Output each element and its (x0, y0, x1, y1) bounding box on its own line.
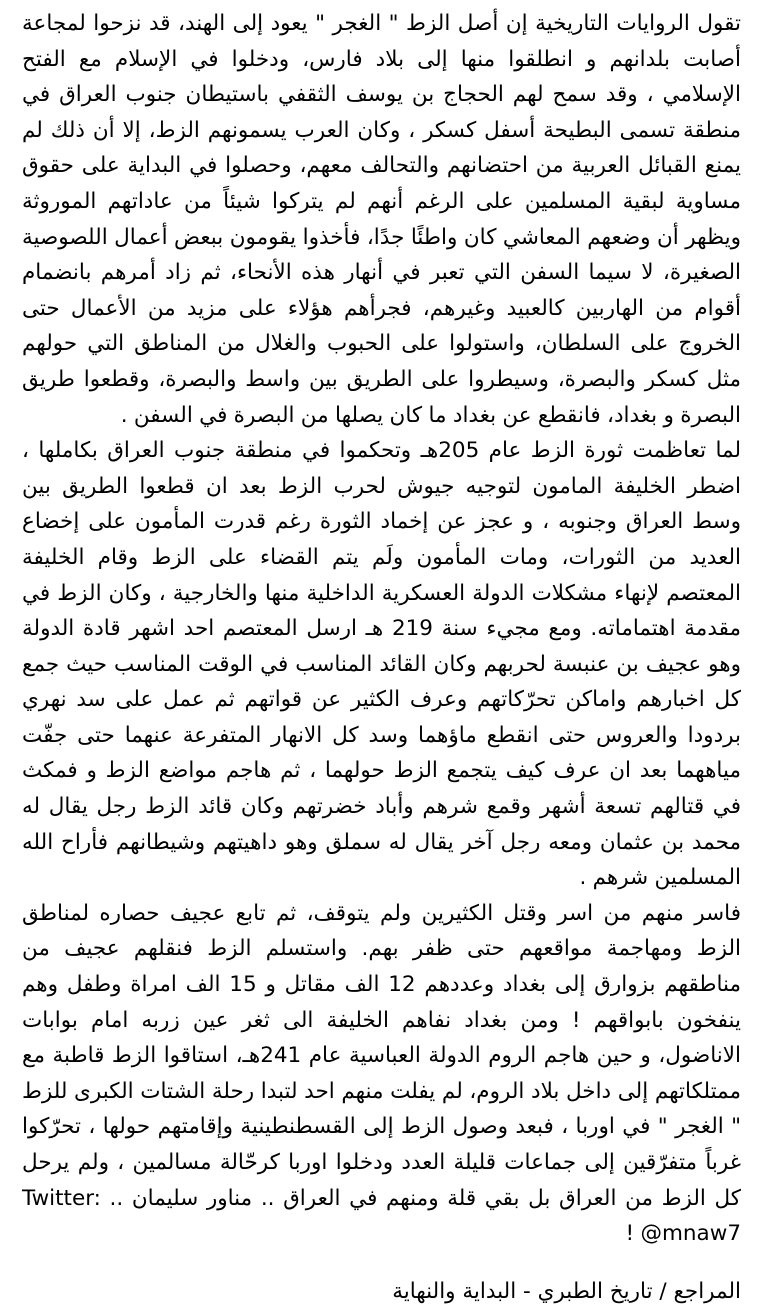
paragraph-origin: تقول الروايات التاريخية إن أصل الزط " الغجر " يعود إلى الهند، قد نزحوا لمجاعة أصابت بلدانهم و انطلقوا منها إلى بلاد فارس، ودخلوا في الإسلام مع الفتح الإسلامي ، وقد سمح لهم الحجاج بن يوسف الثقفي باستيطان جنوب العراق في منطقة تسمى البطيحة أسفل كسكر ، وكان العرب يسمونهم الزط، إلا أن ذلك لم يمنع القبائل العربية من احتضانهم والتحالف معهم، وحصلوا في البداية على حقوق مساوية لبقية المسلمين على الرغم أنهم لم يتركوا شيئاً من عاداتهم الموروثة ويظهر أن وضعهم المعاشي كان واطئًا جدًا، فأخذوا يقومون ببعض أعمال اللصوصية الصغيرة، لا سيما السفن التي تعبر في أنهار هذه الأنحاء، ثم زاد أمرهم بانضمام أقوام من الهاربين كالعبيد وغيرهم، فجرأهم هؤلاء على مزيد من الأعمال حتى الخروج على السلطان، واستولوا على الحبوب والغلال من المناطق التي حولهم مثل كسكر والبصرة، وسيطروا على الطريق بين واسط والبصرة، وقطعوا طريق البصرة و بغداد، فانقطع عن بغداد ما كان يصلها من البصرة في السفن . (22, 11, 741, 428)
paragraph-revolt: لما تعاظمت ثورة الزط عام 205هـ وتحكموا في منطقة جنوب العراق بكاملها ، اضطر الخليفة المامون لتوجيه جيوش لحرب الزط بعد ان قطعوا الطريق بين وسط العراق وجنوبه ، و عجز عن إخماد الثورة رغم قدرت المأمون على إخضاع العديد من الثورات، ومات المأمون ولَم يتم القضاء على الزط وقام الخليفة المعتصم لإنهاء مشكلات الدولة العسكرية الداخلية منها والخارجية ، وكان الزط في مقدمة اهتماماته. ومع مجيء سنة 219 هـ ارسل المعتصم احد اشهر قادة الدولة وهو عجيف بن عنبسة لحربهم وكان القائد المناسب في الوقت المناسب حيث جمع كل اخبارهم واماكن تحرّكاتهم وعرف الكثير عن قواتهم ثم عمل على سد نهري بردودا والعروس حتى انقطع ماؤهما وسد كل الانهار المتفرعة عنهما حتى جفّت مياههما بعد ان عرف كيف يتجمع الزط حولهما ، ثم هاجم مواضع الزط و فمكث في قتالهم تسعة أشهر وقمع شرهم وأباد خضرتهم وكان قائد الزط رجل يقال له محمد بن عثمان ومعه رجل آخر يقال له سملق وهو داهيتهم وشيطانهم فأراح الله المسلمين شرهم . (22, 438, 742, 891)
paragraph-exile: فاسر منهم من اسر وقتل الكثيرين ولم يتوقف، ثم تابع عجيف حصاره لمناطق الزط ومهاجمة مواقعهم حتى ظفر بهم. واستسلم الزط فنقلهم عجيف من مناطقهم بزوارق إلى بغداد وعددهم 12 الف مقاتل و 15 الف امراة وطفل وهم ينفخون بابواقهم ! ومن بغداد نفاهم الخليفة الى ثغر عين زربه امام بوابات الاناضول، و حين هاجم الروم الدولة العباسية عام 241هـ، استاقوا الزط قاطبة مع ممتلكاتهم إلى داخل بلاد الروم، لم يفلت منهم احد لتبدا رحلة الشتات الكبرى للزط " الغجر " في اوربا ، فبعد وصول الزط إلى القسطنطينية وإقامتهم حولها ، تحرّكوا غرباً متفرّقين إلى جماعات قليلة العدد ودخلوا اوربا كرحّالة مسالمين ، ولم يرحل كل الزط من العراق بل بقي قلة ومنهم في العراق .. مناور سليمان .. Twitter: @mnaw7 ! (22, 900, 742, 1247)
references: المراجع / تاريخ الطبري - البداية والنهاية (392, 1278, 741, 1304)
